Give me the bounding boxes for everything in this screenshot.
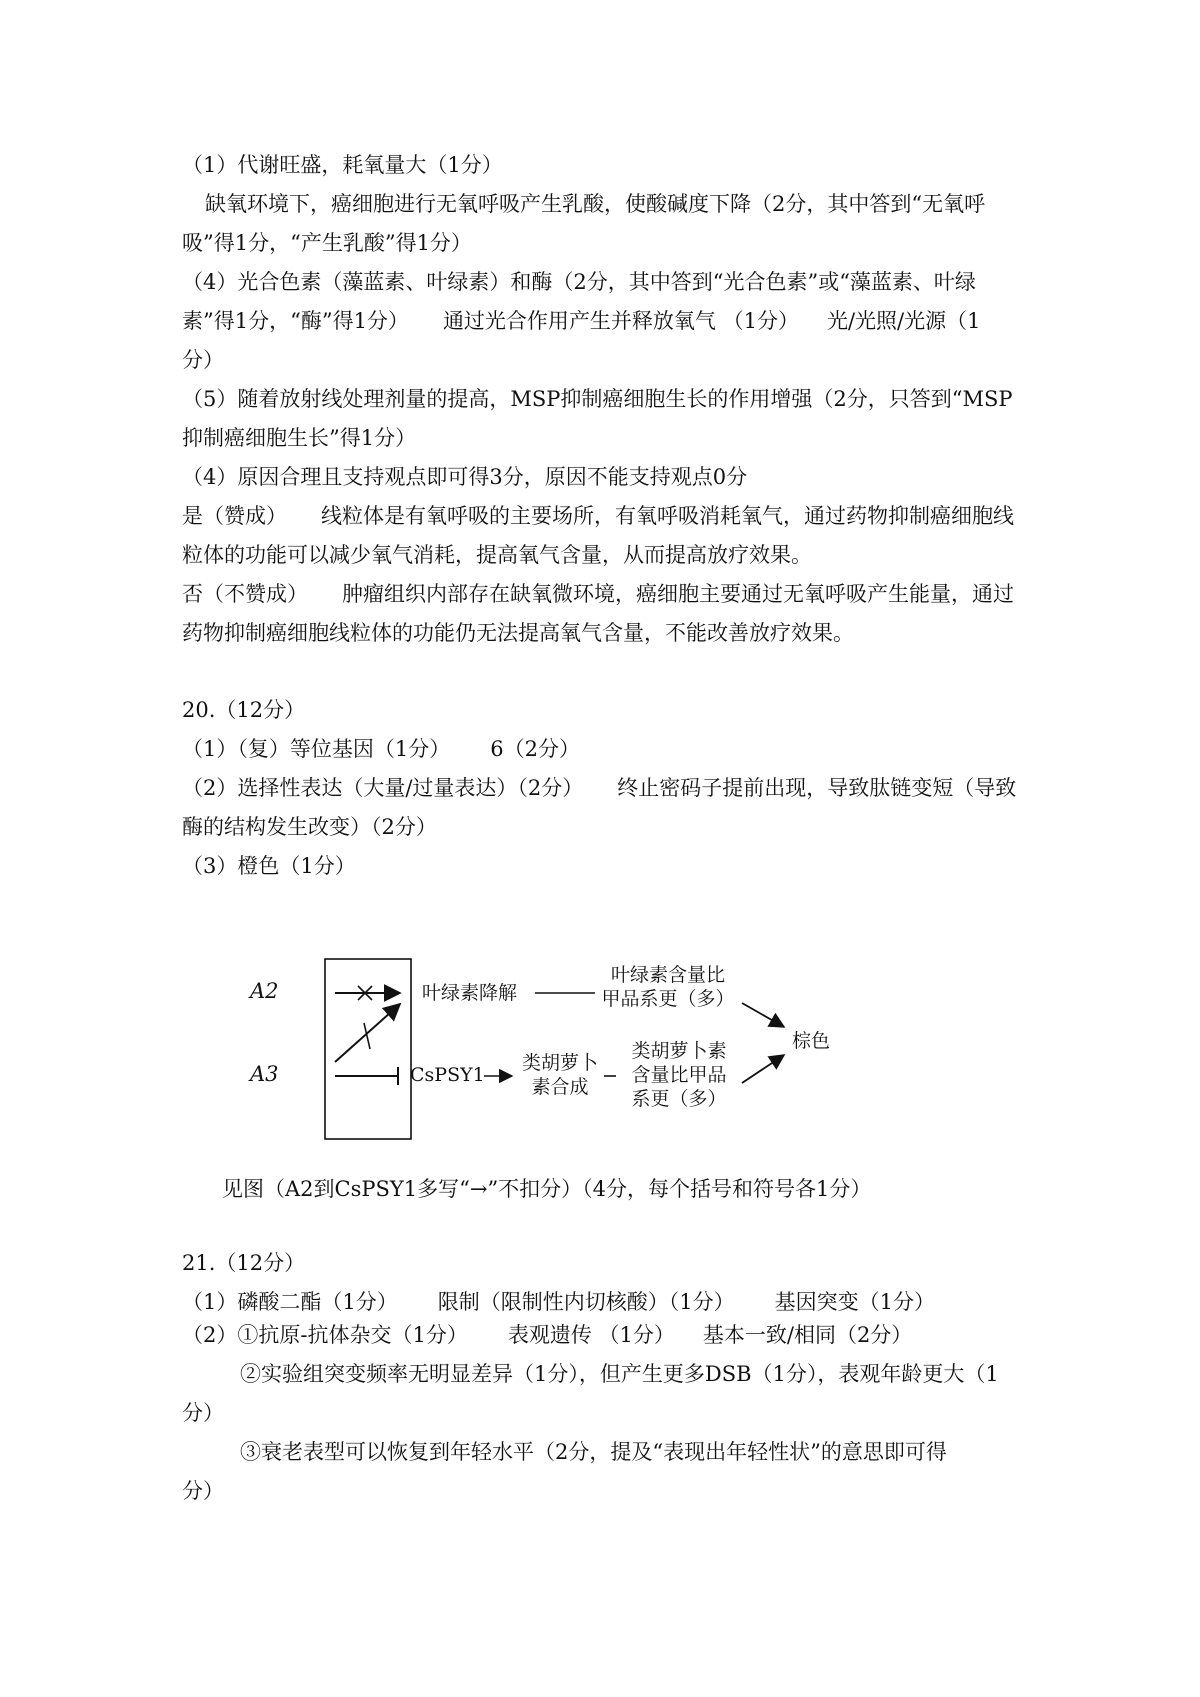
chlorophyll-degradation-label: 叶绿素降解 bbox=[422, 982, 518, 1004]
chlorophyll-content-line1: 叶绿素含量比 bbox=[610, 964, 725, 986]
chlorophyll-content-label bbox=[598, 963, 738, 1011]
q19-part6-line2 bbox=[182, 503, 1014, 529]
q19-part6-no: 否（不赞成） bbox=[182, 582, 308, 606]
q19-part6-line1: （4）原因合理且支持观点即可得3分，原因不能支持观点0分 bbox=[182, 465, 748, 489]
q19-part1-line1: （1）代谢旺盛，耗氧量大（1分） bbox=[182, 153, 503, 177]
gene-a2-label: A2 bbox=[250, 979, 279, 1003]
q21-part2-epigenetic: 表观遗传 （1分） bbox=[507, 1323, 675, 1347]
q20-part1-count: 6（2分） bbox=[490, 737, 580, 761]
carotenoid-content-line1: 类胡萝卜素 bbox=[631, 1040, 727, 1062]
q19-part4-oxygen: 通过光合作用产生并释放氧气 （1分） bbox=[442, 309, 799, 333]
q20-part2-stop-codon: 终止密码子提前出现，导致肽链变短（导致 bbox=[617, 776, 1017, 800]
q20-part2-line1 bbox=[182, 775, 1016, 801]
brown-label: 棕色 bbox=[792, 1030, 831, 1052]
q20-heading: 20.（12分） bbox=[182, 698, 306, 722]
q21-part1 bbox=[182, 1289, 935, 1315]
q19-part4-line1: （4）光合色素（藻蓝素、叶绿素）和酶（2分，其中答到“光合色素”或“藻蓝素、叶绿 bbox=[182, 270, 976, 294]
q19-part5-line2: 抑制癌细胞生长”得1分） bbox=[182, 426, 417, 450]
q21-heading: 21.（12分） bbox=[182, 1251, 306, 1275]
q21-part2-hybrid: （2）①抗原-抗体杂交（1分） bbox=[182, 1323, 468, 1347]
q19-part4-score: 素”得1分，“酶”得1分） bbox=[182, 309, 409, 333]
q19-part4-line2 bbox=[182, 308, 981, 334]
q19-part6-line4 bbox=[182, 581, 1014, 607]
q21-part2-line1 bbox=[182, 1322, 912, 1348]
cspsy1-label: CsPSY1 bbox=[410, 1064, 485, 1086]
gene-a3-label: A3 bbox=[250, 1062, 279, 1086]
q19-part5-line1: （5）随着放射线处理剂量的提高，MSP抑制癌细胞生长的作用增强（2分，只答到“MSP bbox=[182, 387, 1013, 411]
q19-part1-line2: 缺氧环境下，癌细胞进行无氧呼吸产生乳酸，使酸碱度下降（2分，其中答到“无氧呼 bbox=[205, 192, 986, 216]
chlorophyll-to-brown-arrow bbox=[742, 1003, 784, 1027]
q21-part2-line3: 分） bbox=[182, 1401, 224, 1425]
carotenoid-synthesis-line1: 类胡萝卜 bbox=[521, 1052, 598, 1074]
q20-part3: （3）橙色（1分） bbox=[182, 854, 356, 878]
q21-part2-line5: 分） bbox=[182, 1479, 224, 1503]
chlorophyll-content-line2: 甲品系更（多） bbox=[601, 988, 735, 1010]
q20-part2-line2: 酶的结构发生改变）（2分） bbox=[182, 815, 437, 839]
q21-part1-mutation: 基因突变（1分） bbox=[774, 1290, 935, 1314]
a3-to-a2-arrow bbox=[335, 1004, 400, 1062]
q19-part6-line5: 药物抑制癌细胞线粒体的功能仍无法提高氧气含量，不能改善放疗效果。 bbox=[182, 621, 854, 645]
q20-part2-expression: （2）选择性表达（大量/过量表达）（2分） bbox=[182, 776, 584, 800]
q20-part1-allele: （1）（复）等位基因（1分） bbox=[182, 737, 451, 761]
q20-part1 bbox=[182, 736, 580, 762]
carotenoid-to-brown-arrow bbox=[742, 1055, 784, 1083]
carotenoid-synthesis-label bbox=[516, 1051, 604, 1099]
q19-part1-line3: 吸”得1分，“产生乳酸”得1分） bbox=[182, 231, 472, 255]
q19-part4-light: 光/光照/光源（1 bbox=[826, 309, 981, 333]
carotenoid-content-line3: 系更（多） bbox=[631, 1088, 727, 1110]
q19-part6-yes: 是（赞成） bbox=[182, 504, 287, 528]
gene-regulation-diagram bbox=[250, 955, 930, 1155]
q21-part1-enzyme: 限制（限制性内切核酸）（1分） bbox=[437, 1290, 735, 1314]
carotenoid-content-line2: 含量比甲品 bbox=[631, 1064, 727, 1086]
q21-part2-line2: ②实验组突变频率无明显差异（1分），但产生更多DSB（1分），表观年龄更大（1 bbox=[240, 1362, 999, 1386]
q20-diagram-caption: 见图（A2到CsPSY1多写“→”不扣分）（4分，每个括号和符号各1分） bbox=[222, 1177, 872, 1201]
q19-part6-no-reason: 肿瘤组织内部存在缺氧微环境，癌细胞主要通过无氧呼吸产生能量，通过 bbox=[342, 582, 1014, 606]
q21-part1-bond: （1）磷酸二酯（1分） bbox=[182, 1290, 398, 1314]
carotenoid-content-label bbox=[620, 1039, 738, 1111]
regulation-box bbox=[325, 959, 411, 1139]
q19-part6-yes-reason: 线粒体是有氧呼吸的主要场所，有氧呼吸消耗氧气，通过药物抑制癌细胞线 bbox=[321, 504, 1014, 528]
q21-part2-line4: ③衰老表型可以恢复到年轻水平（2分，提及“表现出年轻性状”的意思即可得 bbox=[240, 1440, 947, 1464]
carotenoid-synthesis-line2: 素合成 bbox=[531, 1076, 589, 1098]
q21-part2-same: 基本一致/相同（2分） bbox=[702, 1323, 913, 1347]
q19-part4-line3: 分） bbox=[182, 348, 224, 372]
q19-part6-line3: 粒体的功能可以减少氧气消耗，提高氧气含量，从而提高放疗效果。 bbox=[182, 543, 812, 567]
